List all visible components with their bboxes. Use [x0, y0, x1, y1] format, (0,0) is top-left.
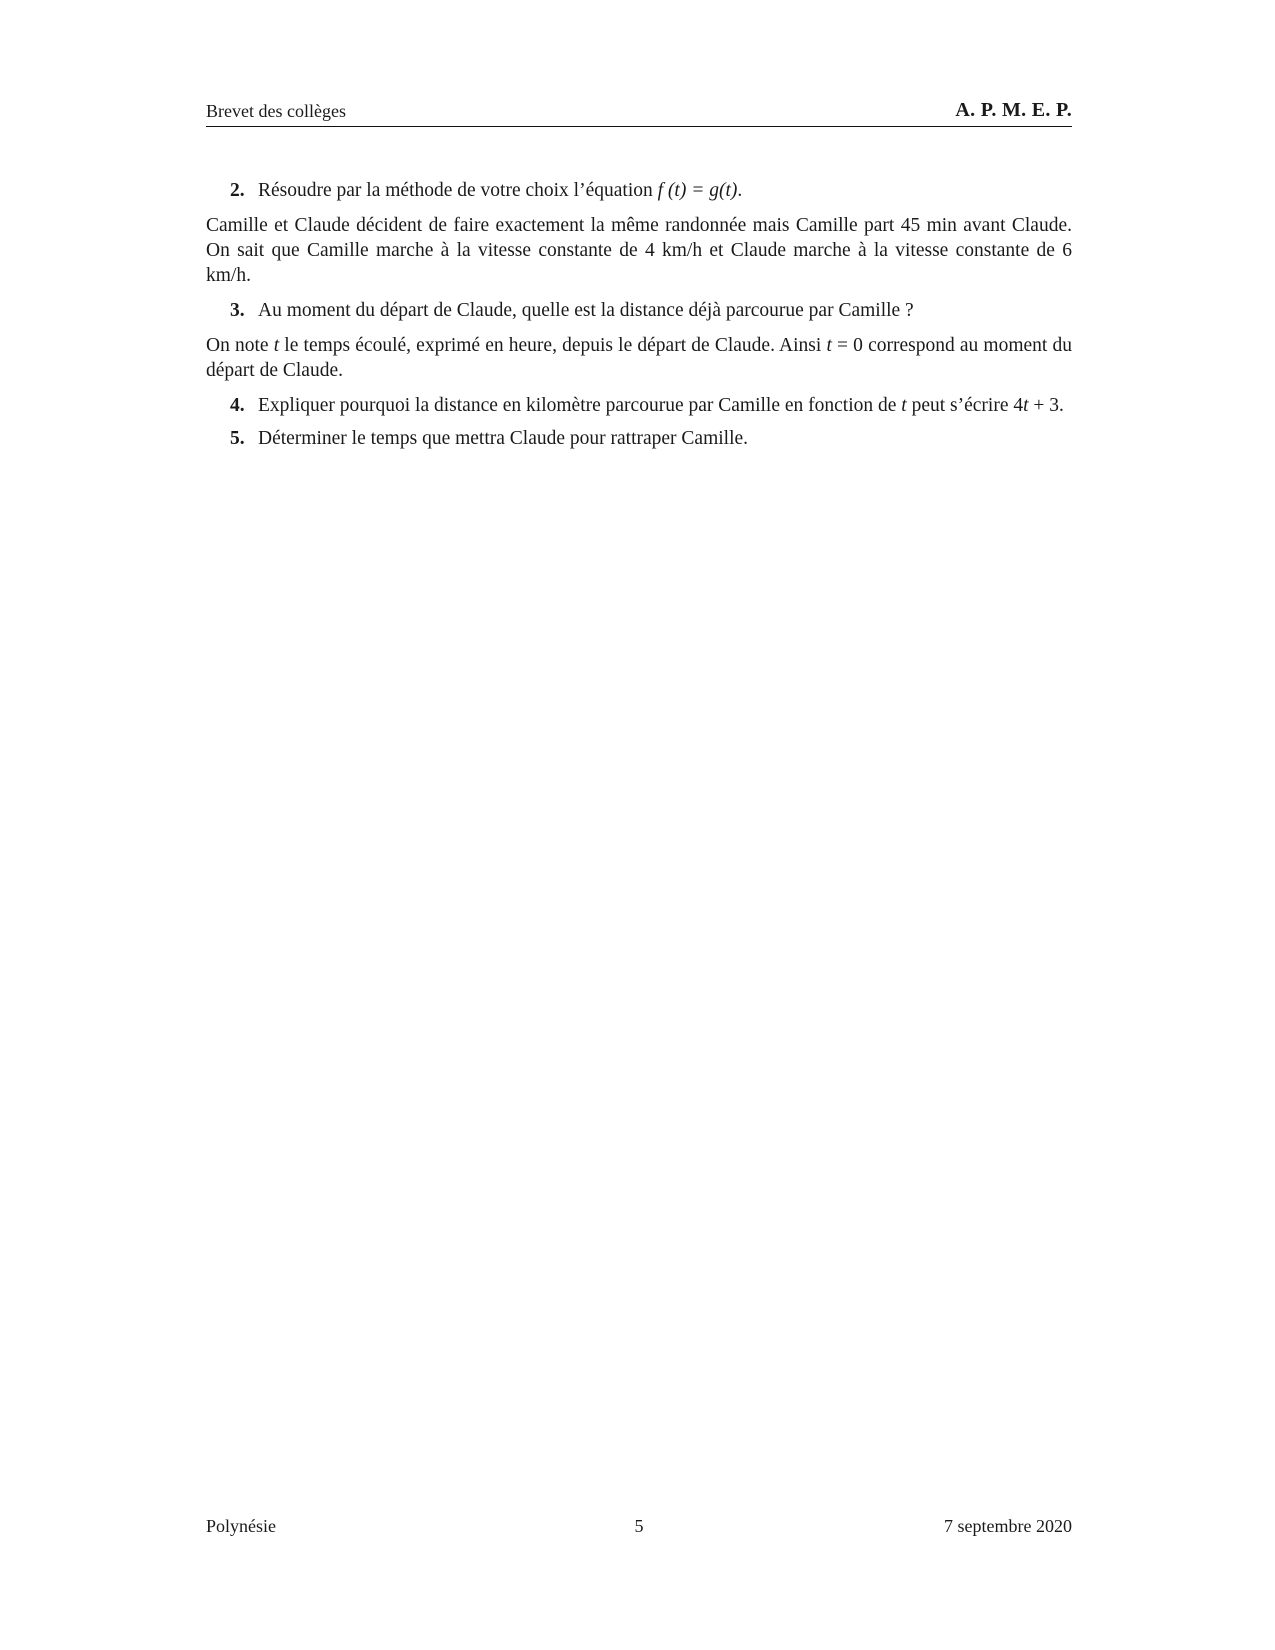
question-text: Au moment du départ de Claude, quelle est la distance déjà parcourue par Camille ?	[258, 300, 914, 321]
question-number: 5.	[230, 428, 245, 449]
math-expression: f (t) = g(t)	[657, 180, 738, 201]
note-text: On note	[206, 335, 274, 356]
header-title: Brevet des collèges	[206, 101, 346, 121]
note-paragraph	[206, 333, 1072, 383]
page-header	[206, 96, 1072, 127]
question-number: 3.	[230, 300, 245, 321]
math-variable: t	[901, 395, 907, 416]
question-5	[206, 426, 1072, 451]
question-text: Expliquer pourquoi la distance en kilomètre parcourue par Camille en fonction de	[258, 395, 902, 416]
exercise-content	[206, 178, 1072, 451]
math-variable: t	[826, 335, 832, 356]
question-text: Déterminer le temps que mettra Claude pour rattraper Camille.	[258, 428, 749, 449]
question-2	[206, 178, 1072, 203]
question-text-end: .	[737, 180, 743, 201]
context-paragraph: Camille et Claude décident de faire exactement la même randonnée mais Camille part 45 min avant Claude. On sait que Camille marche à la vitesse constante de 4 km/h et Claude marche à la vitesse constante de 6 km/h.	[206, 215, 1072, 286]
note-text: = 0 correspond au moment du départ de Claude.	[206, 335, 1072, 381]
footer-location: Polynésie	[206, 1516, 276, 1536]
question-4	[206, 393, 1072, 418]
math-variable: t	[1023, 395, 1029, 416]
header-publisher: A. P. M. E. P.	[955, 99, 1072, 121]
question-number: 2.	[230, 180, 245, 201]
math-variable: t	[273, 335, 280, 356]
note-text: le temps écoulé, exprimé en heure, depuis le départ de Claude. Ainsi	[279, 335, 827, 356]
question-text: + 3.	[1028, 395, 1064, 416]
question-number: 4.	[230, 395, 245, 416]
question-text: Résoudre par la méthode de votre choix l’équation	[258, 180, 658, 201]
question-text: peut s’écrire 4	[906, 395, 1024, 416]
question-3	[206, 298, 1072, 323]
page-number: 5	[634, 1516, 644, 1536]
footer-date: 7 septembre 2020	[944, 1516, 1072, 1536]
page-footer	[206, 1516, 1072, 1542]
